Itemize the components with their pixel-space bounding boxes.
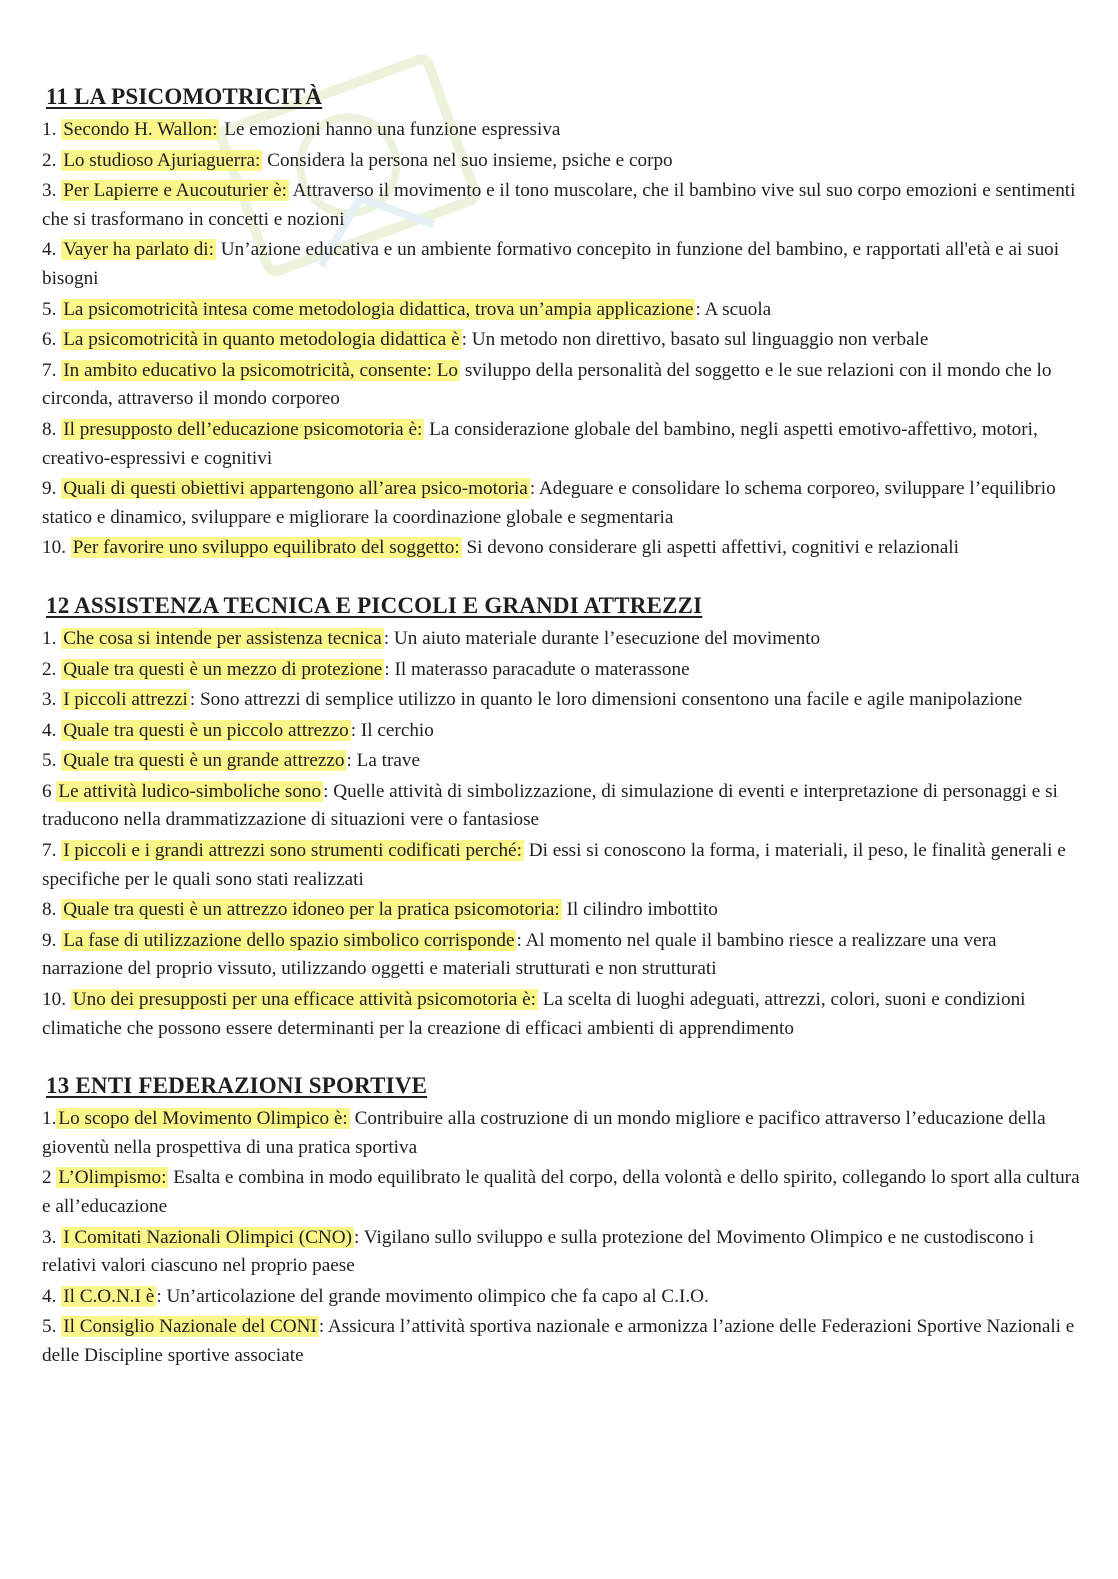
item-number: 3. [42, 1226, 57, 1248]
section-assistenza-tecnica [42, 591, 1082, 1043]
question-highlight: Quale tra questi è un attrezzo idoneo per la pratica psicomotoria: [63, 899, 560, 921]
question-highlight: Che cosa si intende per assistenza tecnica [63, 627, 382, 649]
list-item [42, 116, 1082, 145]
list-item [42, 1283, 1082, 1312]
item-number: 6. [42, 329, 57, 351]
answer-text: sviluppo della personalità del soggetto e le sue relazioni con il mondo che lo circonda, attraverso il mondo corporeo [42, 359, 1052, 410]
list-item [42, 837, 1082, 894]
answer-text: : Sono attrezzi di semplice utilizzo in quanto le loro dimensioni consentono una facile e agile manipolazione [189, 689, 1023, 711]
question-highlight: L’Olimpismo: [58, 1167, 167, 1189]
question-highlight: I piccoli attrezzi [63, 689, 188, 711]
list-item [42, 625, 1082, 654]
item-number: 2. [42, 149, 57, 171]
list-item [42, 656, 1082, 685]
list-item [42, 296, 1082, 325]
item-number: 10. [42, 537, 66, 559]
item-number: 5. [42, 750, 57, 772]
question-highlight: Secondo H. Wallon: [63, 119, 218, 140]
list-item [42, 147, 1082, 176]
list-item [42, 534, 1082, 563]
list-item [42, 475, 1082, 532]
question-highlight: I piccoli e i grandi attrezzi sono strumenti codificati perché: [63, 840, 522, 862]
section-title: 13 ENTI FEDERAZIONI SPORTIVE [46, 1073, 428, 1099]
answer-text: : Adeguare e consolidare lo schema corporeo, sviluppare l’equilibrio statico e dinamico, sviluppare e migliorare la coordinazione globale e segmentaria [42, 478, 1056, 528]
answer-text: : Vigilano sullo sviluppo e sulla protezione del Movimento Olimpico e ne custodiscono i relativi valori ciascuno nel proprio paese [42, 1226, 1035, 1277]
answer-text: : A scuola [695, 298, 772, 320]
section-title: 11 LA PSICOMOTRICITÀ [46, 84, 323, 109]
answer-text: : Un’articolazione del grande movimento olimpico che fa capo al C.I.O. [156, 1285, 709, 1307]
list-item [42, 1313, 1082, 1370]
question-highlight: La psicomotricità in quanto metodologia didattica è [63, 329, 460, 351]
list-item [42, 236, 1082, 293]
list-item [42, 717, 1082, 746]
question-highlight: Le attività ludico-simboliche sono [58, 780, 322, 802]
list-item [42, 357, 1082, 414]
list-item [42, 896, 1082, 925]
answer-text: : Un aiuto materiale durante l’esecuzione del movimento [383, 627, 821, 649]
item-number: 8. [42, 899, 57, 921]
answer-text: La scelta di luoghi adeguati, attrezzi, colori, suoni e condizioni climatiche che possono essere determinanti per la creazione di efficaci ambienti di apprendimento [42, 989, 1026, 1039]
list-item [42, 326, 1082, 355]
question-highlight: Quale tra questi è un piccolo attrezzo [63, 719, 349, 741]
section-title: 12 ASSISTENZA TECNICA E PICCOLI E GRANDI ATTREZZI [46, 592, 703, 618]
question-highlight: Il C.O.N.I è [63, 1285, 155, 1307]
list-item [42, 686, 1082, 715]
question-highlight: Il Consiglio Nazionale del CONI [63, 1316, 317, 1338]
answer-text: Si devono considerare gli aspetti affettivi, cognitivi e relazionali [461, 537, 959, 559]
answer-text: : Il materasso paracadute o materassone [384, 658, 690, 680]
answer-text: Di essi si conoscono la forma, i materiali, il peso, le finalità generali e specifiche per le quali sono stati realizzati [42, 840, 1066, 890]
list-item [42, 986, 1082, 1043]
question-highlight: La fase di utilizzazione dello spazio simbolico corrisponde [63, 929, 515, 951]
answer-text: Contribuire alla costruzione di un mondo migliore e pacifico attraverso l’educazione della gioventù nella prospettiva di una pratica sportiva [42, 1108, 1046, 1158]
question-highlight: Quale tra questi è un mezzo di protezione [63, 658, 383, 680]
item-number: 7. [42, 840, 57, 862]
answer-text: : La trave [346, 750, 420, 772]
section-psicomotricita [42, 82, 1082, 563]
list-item [42, 1105, 1082, 1162]
answer-text: : Un metodo non direttivo, basato sul linguaggio non verbale [461, 329, 929, 351]
answer-text: Un’azione educativa e un ambiente formativo concepito in funzione del bambino, e rapportati all'età e ai suoi bisogni [42, 239, 1060, 289]
list-item [42, 927, 1082, 984]
item-number: 5. [42, 1316, 57, 1338]
item-number: 2. [42, 658, 57, 680]
item-number: 1. [42, 119, 57, 140]
item-number: 4. [42, 239, 57, 261]
answer-text: : Al momento nel quale il bambino riesce a realizzare una vera narrazione del proprio vissuto, utilizzando oggetti e materiali strutturati e non strutturati [42, 929, 997, 980]
answer-text: Il cilindro imbottito [561, 899, 718, 921]
answer-text: Attraverso il movimento e il tono muscolare, che il bambino vive sul suo corpo emozioni e sentimenti che si trasformano in concetti e nozioni [42, 180, 1076, 230]
question-highlight: Il presupposto dell’educazione psicomotoria è: [63, 418, 423, 440]
item-number: 9. [42, 478, 57, 500]
question-highlight: Per favorire uno sviluppo equilibrato del soggetto: [72, 537, 460, 559]
question-highlight: Quali di questi obiettivi appartengono all’area psico-motoria [63, 478, 528, 500]
item-number: 6 [42, 780, 52, 802]
answer-text: : Assicura l’attività sportiva nazionale e armonizza l’azione delle Federazioni Sportive Nazionali e delle Discipline sportive associate [42, 1316, 1075, 1366]
answer-text: : Quelle attività di simbolizzazione, di simulazione di eventi e interpretazione di personaggi e si traducono nella drammatizzazione di situazioni vere o fantasiose [42, 780, 1058, 831]
item-number: 3. [42, 180, 57, 202]
item-number: 9. [42, 929, 57, 951]
item-number: 3. [42, 689, 57, 711]
question-highlight: I Comitati Nazionali Olimpici (CNO) [63, 1226, 353, 1248]
question-highlight: Vayer ha parlato di: [63, 239, 214, 261]
item-number: 5. [42, 298, 57, 320]
item-number: 4. [42, 719, 57, 741]
list-item [42, 747, 1082, 776]
item-number: 1. [42, 1108, 57, 1130]
answer-text: Considera la persona nel suo insieme, psiche e corpo [262, 149, 673, 171]
answer-text: : Il cerchio [350, 719, 434, 741]
answer-text: Esalta e combina in modo equilibrato le qualità del corpo, della volontà e dello spirito, collegando lo sport alla cultura e all’educazione [42, 1167, 1080, 1217]
answer-text: Le emozioni hanno una funzione espressiva [219, 119, 561, 140]
item-number: 7. [42, 359, 57, 381]
list-item [42, 778, 1082, 835]
question-highlight: Lo scopo del Movimento Olimpico è: [58, 1108, 348, 1130]
list-item [42, 177, 1082, 234]
item-number: 4. [42, 1285, 57, 1307]
answer-text: La considerazione globale del bambino, negli aspetti emotivo-affettivo, motori, creativo-espressivi e cognitivi [42, 418, 1038, 469]
question-highlight: In ambito educativo la psicomotricità, consente: Lo [63, 359, 459, 381]
question-highlight: Quale tra questi è un grande attrezzo [63, 750, 345, 772]
document-page [42, 82, 1082, 1373]
section-enti-federazioni [42, 1071, 1082, 1370]
question-highlight: Per Lapierre e Aucouturier è: [63, 180, 287, 202]
item-number: 2 [42, 1167, 52, 1189]
list-item [42, 1224, 1082, 1281]
question-highlight: Uno dei presupposti per una efficace attività psicomotoria è: [72, 989, 536, 1011]
list-item [42, 1164, 1082, 1221]
item-number: 8. [42, 418, 57, 440]
question-highlight: Lo studioso Ajuriaguerra: [63, 149, 261, 171]
item-number: 10. [42, 989, 66, 1011]
question-highlight: La psicomotricità intesa come metodologia didattica, trova un’ampia applicazione [63, 298, 694, 320]
list-item [42, 416, 1082, 473]
item-number: 1. [42, 627, 57, 649]
